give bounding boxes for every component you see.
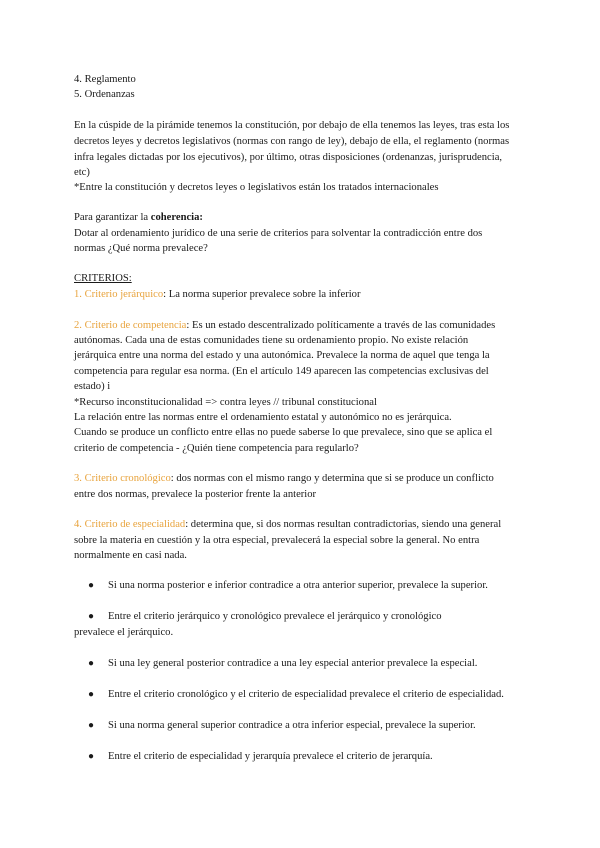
bullet-icon: ● [88,751,95,762]
criterio-2 [74,318,495,333]
bullet-icon: ● [88,580,95,591]
criterio-1-label: 1. Criterio jerárquico [74,289,164,300]
coherencia-heading [74,210,203,225]
criterio-4 [74,517,501,532]
list-item-reglamento: 4. Reglamento [74,74,136,85]
coherencia-term: coherencia: [150,212,203,223]
criterio-3-label: 3. Criterio cronológico [74,473,171,484]
bullet-icon: ● [88,658,95,669]
bullet-item-5: Si una norma general superior contradice a otra inferior especial, prevalece la superior. [108,720,476,731]
criterio-4-line: normalmente en casi nada. [74,550,187,561]
intro-line-1: En la cúspide de la pirámide tenemos la constitución, por debajo de ella tenemos las leyes, tras esta los [74,120,510,131]
coherencia-line-2: normas ¿Qué norma prevalece? [74,243,208,254]
coherencia-line-1: Dotar al ordenamiento jurídico de una serie de criterios para solventar la contradicción entre dos [74,228,483,239]
criterio-3-line: entre dos normas, prevalece la posterior frente la anterior [74,489,317,500]
criterio-2-line: La relación entre las normas entre el ordenamiento estatal y autonómico no es jerárquica. [74,412,452,423]
bullet-item-4: Entre el criterio cronológico y el criterio de especialidad prevalece el criterio de especialidad. [108,689,504,700]
criterio-2-label: 2. Criterio de competencia [74,320,187,331]
bullet-icon: ● [88,720,95,731]
intro-note: *Entre la constitución y decretos leyes o legislativos están los tratados internacionales [74,182,439,193]
criterio-1 [74,287,361,302]
bullet-item-2-continuation: prevalece el jerárquico. [74,627,174,638]
bullet-icon: ● [88,689,95,700]
criterio-1-text: : La norma superior prevalece sobre la inferior [163,289,361,300]
bullet-item-2: Entre el criterio jerárquico y cronológico prevalece el jerárquico y cronológico [108,611,442,622]
criterio-2-first-line: : Es un estado descentralizado políticamente a través de las comunidades [186,320,496,331]
criterio-2-line: competencia para regular esa norma. (En el artículo 149 aparecen las competencias exclusivas del [74,366,489,377]
criterio-4-label: 4. Criterio de especialidad [74,519,186,530]
criterio-4-first-line: : determina que, si dos normas resultan contradictorias, siendo una general [185,519,502,530]
criterio-2-line: autónomas. Cada una de estas comunidades tiene su ordenamiento propio. No existe relación [74,335,469,346]
criterio-3 [74,471,494,486]
bullet-item-6: Entre el criterio de especialidad y jerarquía prevalece el criterio de jerarquía. [108,751,433,762]
criterio-2-line: criterio de competencia - ¿Quién tiene competencia para regularlo? [74,443,359,454]
criterio-2-line: Cuando se produce un conflicto entre ellas no puede saberse lo que prevalece, sino que se aplica el [74,427,493,438]
bullet-item-3: Si una ley general posterior contradice a una ley especial anterior prevalece la especial. [108,658,478,669]
criterio-3-first-line: : dos normas con el mismo rango y determina que si se produce un conflicto [170,473,494,484]
criterio-2-line: jerárquica entre una norma del estado y una autonómica. Prevalece la norma de aquel que tenga la [74,350,490,361]
criterios-heading: CRITERIOS: [74,273,132,284]
bullet-item-1: Si una norma posterior e inferior contradice a otra anterior superior, prevalece la superior. [108,580,488,591]
intro-line-3: infra legales dictadas por los ejecutivos), por último, otras disposiciones (ordenanzas, jurisprudencia, [74,152,503,163]
criterio-2-line: estado) i [74,381,111,392]
criterio-4-line: sobre la materia en cuestión y la otra especial, prevalecerá la especial sobre la general. No entra [74,535,480,546]
intro-line-2: decretos leyes y decretos legislativos (normas con rango de ley), debajo de ella, el reglamento (normas [74,136,510,147]
bullet-icon: ● [88,611,95,622]
list-item-ordenanzas: 5. Ordenanzas [74,89,135,100]
coherencia-prefix: Para garantizar la [74,212,151,223]
intro-line-4: etc) [74,167,90,178]
criterio-2-line: *Recurso inconstitucionalidad => contra leyes // tribunal constitucional [74,397,377,408]
